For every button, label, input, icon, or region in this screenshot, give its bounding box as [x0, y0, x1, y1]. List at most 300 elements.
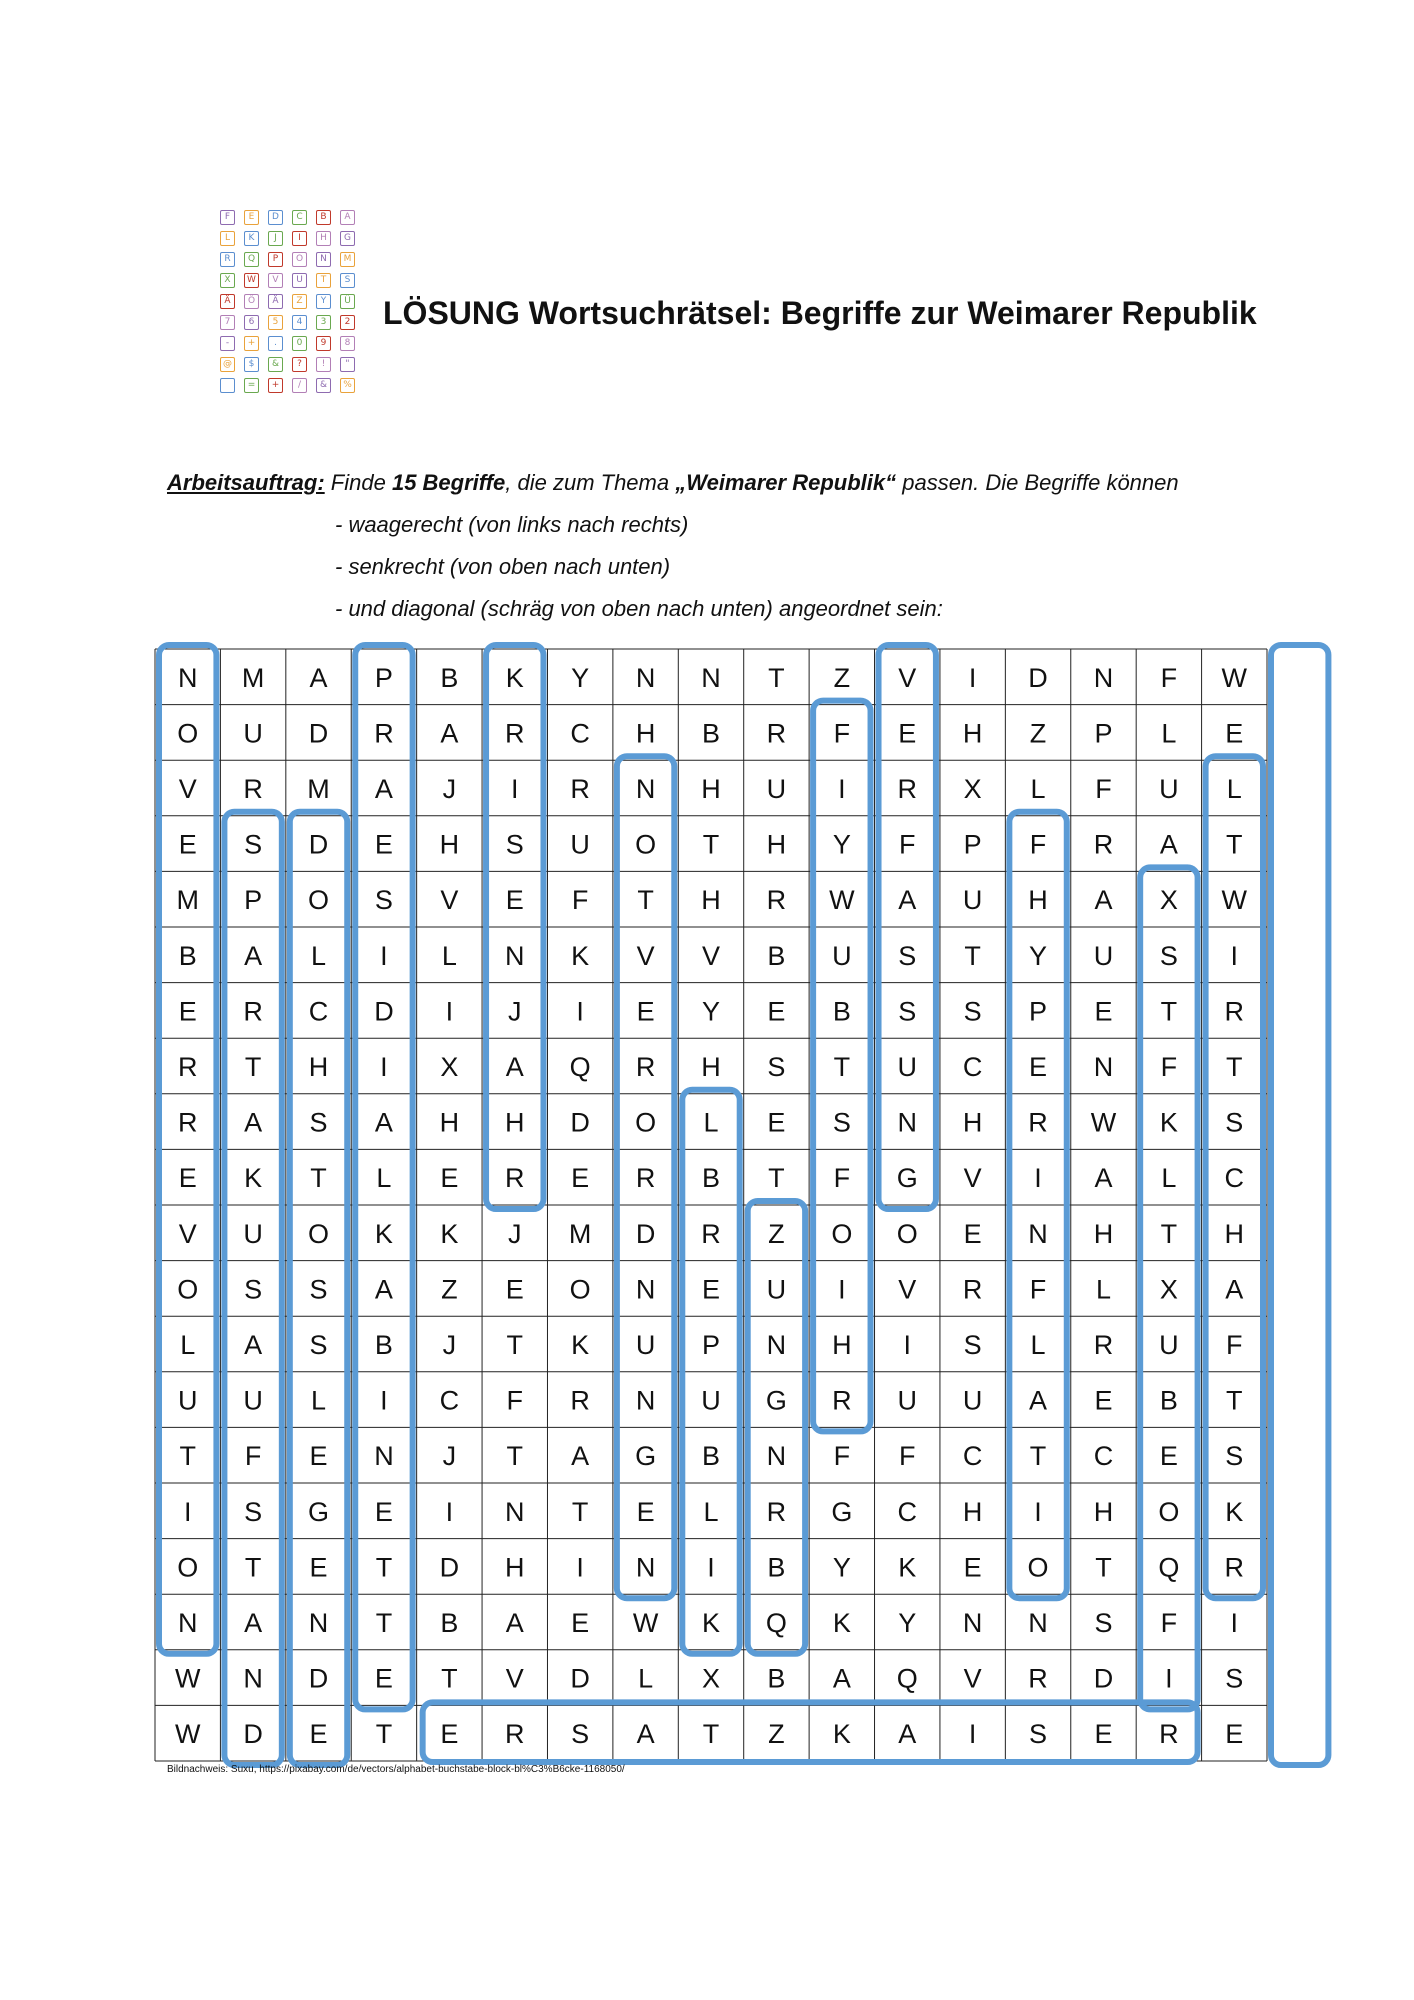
grid-letter: U [766, 1274, 787, 1305]
task-instructions [167, 462, 1179, 630]
grid-letter: E [767, 996, 786, 1027]
grid-letter: C [1224, 1163, 1245, 1194]
grid-letter: A [832, 1663, 851, 1694]
grid-letter: O [308, 1218, 330, 1249]
logo-block: 0 [292, 336, 307, 351]
grid-letter: U [1159, 774, 1179, 804]
grid-letter: S [244, 1274, 263, 1305]
logo-block: S [340, 273, 355, 288]
grid-letter: O [177, 1552, 199, 1583]
grid-letter: S [767, 1052, 786, 1082]
logo-block: C [292, 210, 307, 225]
grid-letter: T [964, 940, 981, 971]
grid-letter: K [374, 1218, 393, 1249]
grid-letter: N [635, 662, 656, 693]
grid-letter: I [968, 662, 977, 693]
grid-letter: E [178, 996, 197, 1027]
grid-letter: K [832, 1719, 851, 1750]
grid-letter: S [244, 829, 263, 860]
grid-letter: I [445, 1496, 454, 1527]
grid-letter: H [1093, 1218, 1114, 1249]
grid-letter: A [505, 1608, 524, 1638]
grid-letter: B [767, 940, 786, 971]
grid-letter: U [243, 718, 263, 749]
grid-letter: R [832, 1385, 852, 1416]
grid-letter: L [1030, 774, 1046, 804]
grid-letter: I [511, 774, 519, 804]
grid-letter: B [374, 1330, 393, 1360]
grid-letter: E [963, 1552, 982, 1583]
grid-letter: S [1225, 1441, 1244, 1472]
grid-letter: W [829, 885, 855, 916]
grid-letter: F [1029, 1274, 1047, 1305]
grid-letter: V [898, 662, 917, 693]
grid-letter: F [1095, 774, 1112, 804]
grid-letter: E [505, 1274, 524, 1305]
grid-letter: R [505, 718, 525, 749]
grid-letter: E [963, 1218, 982, 1249]
grid-letter: F [1160, 1608, 1178, 1638]
grid-letter: A [440, 718, 459, 749]
grid-letter: X [1159, 885, 1178, 916]
grid-letter: H [439, 829, 460, 860]
grid-letter: R [1093, 1330, 1114, 1360]
logo-block: 6 [244, 315, 259, 330]
grid-letter: H [1224, 1218, 1245, 1249]
grid-letter: Y [571, 662, 590, 693]
grid-letter: D [635, 1218, 656, 1249]
grid-letter: O [177, 718, 199, 749]
grid-letter: L [703, 1107, 719, 1138]
grid-letter: S [898, 940, 917, 971]
grid-letter: T [506, 1330, 524, 1360]
grid-letter: E [571, 1163, 590, 1194]
grid-letter: A [898, 1719, 917, 1750]
grid-letter: K [244, 1163, 263, 1194]
grid-letter: N [962, 1608, 983, 1638]
grid-letter: O [635, 829, 657, 860]
grid-letter: K [898, 1552, 917, 1583]
grid-letter: Z [833, 662, 851, 693]
grid-letter: D [374, 996, 394, 1027]
grid-letter: Y [832, 829, 851, 860]
logo-block: 2 [340, 315, 355, 330]
grid-letter: L [376, 1163, 392, 1194]
logo-block: K [244, 231, 259, 246]
grid-letter: R [766, 1496, 787, 1527]
grid-letter: E [1094, 996, 1113, 1027]
grid-letter: L [180, 1330, 196, 1360]
grid-letter: T [833, 1052, 851, 1082]
grid-letter: T [179, 1441, 196, 1472]
logo-block: 8 [340, 336, 355, 351]
grid-letter: L [703, 1496, 719, 1527]
grid-letter: S [309, 1274, 328, 1305]
grid-letter: C [570, 718, 590, 749]
logo-block: T [316, 273, 331, 288]
grid-letter: V [898, 1274, 917, 1305]
grid-letter: I [380, 1385, 388, 1416]
grid-letter: N [1028, 1218, 1048, 1249]
grid-letter: B [832, 996, 851, 1027]
grid-letter: W [1090, 1107, 1117, 1138]
grid-letter: T [571, 1496, 589, 1527]
grid-letter: B [701, 1441, 721, 1472]
grid-letter: H [439, 1107, 460, 1138]
grid-letter: A [244, 1107, 263, 1138]
grid-letter: H [505, 1107, 525, 1138]
grid-letter: J [508, 996, 522, 1027]
logo-block: 4 [292, 315, 307, 330]
grid-letter: U [832, 940, 852, 971]
bullet-vertical: - senkrecht (von oben nach unten) [335, 554, 671, 579]
grid-letter: E [1094, 1719, 1113, 1750]
grid-letter: U [570, 829, 590, 860]
grid-letter: R [897, 774, 917, 804]
grid-letter: E [440, 1163, 459, 1194]
grid-letter: U [1093, 940, 1114, 971]
grid-letter: T [441, 1663, 458, 1694]
grid-letter: Y [898, 1608, 917, 1638]
grid-letter: M [176, 885, 199, 916]
grid-letter: E [1225, 1719, 1244, 1750]
grid-letter: T [768, 1163, 785, 1194]
bullet-diagonal: - und diagonal (schräg von oben nach unten) angeordnet sein: [335, 596, 943, 621]
grid-letter: E [309, 1719, 328, 1750]
grid-letter: S [963, 1330, 982, 1360]
logo-block: R [220, 252, 235, 267]
grid-letter: J [442, 1441, 457, 1472]
grid-letter: O [831, 1218, 853, 1249]
grid-letter: D [308, 718, 329, 749]
grid-letter: N [1093, 1052, 1114, 1082]
grid-letter: S [505, 829, 524, 860]
logo-block: @ [220, 357, 235, 372]
logo-block: P [268, 252, 283, 267]
grid-letter: N [635, 774, 656, 804]
grid-letter: E [571, 1608, 590, 1638]
alphabet-blocks-logo [220, 210, 367, 402]
logo-block: M [340, 252, 355, 267]
grid-letter: H [505, 1552, 525, 1583]
grid-letter: R [635, 1052, 656, 1082]
grid-letter: T [1160, 1218, 1178, 1249]
logo-block: F [220, 210, 235, 225]
grid-letter: L [311, 940, 327, 971]
grid-letter: R [177, 1107, 198, 1138]
logo-block: N [316, 252, 331, 267]
grid-letter: E [374, 1496, 393, 1527]
grid-letter: N [635, 1274, 656, 1305]
grid-letter: U [635, 1330, 656, 1360]
grid-letter: G [765, 1385, 787, 1416]
grid-letter: R [243, 996, 263, 1027]
grid-letter: Y [832, 1552, 851, 1583]
grid-letter: W [174, 1719, 201, 1750]
logo-block: $ [244, 357, 259, 372]
grid-letter: S [1159, 940, 1178, 971]
grid-letter: F [506, 1385, 524, 1416]
grid-letter: A [1094, 885, 1113, 916]
grid-letter: G [896, 1163, 918, 1194]
grid-letter: E [1094, 1385, 1113, 1416]
grid-letter: T [702, 829, 720, 860]
grid-letter: T [702, 1719, 720, 1750]
grid-letter: O [569, 1274, 591, 1305]
grid-letter: U [243, 1218, 263, 1249]
logo-block: Ä [268, 294, 283, 309]
logo-block: H [316, 231, 331, 246]
grid-letter: H [701, 885, 721, 916]
grid-letter: L [1226, 774, 1242, 804]
grid-letter: I [838, 1274, 846, 1305]
grid-letter: T [375, 1608, 393, 1638]
logo-block: Ä [220, 294, 235, 309]
grid-letter: K [832, 1608, 851, 1638]
grid-letter: H [962, 718, 983, 749]
grid-letter: T [637, 885, 654, 916]
grid-letter: E [701, 1274, 721, 1305]
grid-letter: P [701, 1330, 721, 1360]
grid-letter: R [1093, 829, 1114, 860]
grid-letter: M [241, 662, 265, 693]
grid-letter: W [1221, 662, 1248, 693]
grid-letter: S [963, 996, 982, 1027]
grid-letter: R [1224, 1552, 1245, 1583]
logo-block: Y [316, 294, 331, 309]
grid-letter: L [1095, 1274, 1111, 1305]
grid-letter: T [1226, 829, 1243, 860]
grid-letter: U [177, 1385, 198, 1416]
grid-letter: I [1034, 1163, 1042, 1194]
grid-letter: L [1161, 1163, 1177, 1194]
grid-letter: D [570, 1663, 590, 1694]
grid-letter: K [701, 1608, 721, 1638]
grid-letter: R [1159, 1719, 1179, 1750]
grid-letter: E [440, 1719, 459, 1750]
grid-letter: C [308, 996, 329, 1027]
grid-letter: R [570, 774, 590, 804]
grid-letter: S [898, 996, 917, 1027]
grid-letter: V [178, 1218, 197, 1249]
grid-letter: U [243, 1385, 263, 1416]
grid-letter: F [1160, 1052, 1178, 1082]
grid-letter: L [311, 1385, 327, 1416]
grid-letter: S [309, 1330, 328, 1360]
grid-letter: I [576, 1552, 584, 1583]
grid-letter: E [1225, 718, 1244, 749]
logo-block: & [316, 378, 331, 393]
grid-letter: K [440, 1218, 459, 1249]
grid-letter: D [570, 1107, 590, 1138]
grid-letter: A [309, 662, 328, 693]
grid-letter: T [1095, 1552, 1112, 1583]
grid-letter: C [897, 1496, 917, 1527]
grid-letter: N [701, 662, 721, 693]
grid-letter: J [508, 1218, 522, 1249]
logo-block: 7 [220, 315, 235, 330]
grid-letter: F [833, 1441, 851, 1472]
logo-block: Ö [244, 294, 259, 309]
grid-letter: F [1226, 1330, 1243, 1360]
logo-block: & [268, 357, 283, 372]
grid-letter: Z [768, 1719, 785, 1750]
grid-letter: T [1160, 996, 1178, 1027]
logo-block: + [244, 336, 259, 351]
grid-letter: E [374, 829, 393, 860]
grid-letter: N [505, 1496, 525, 1527]
grid-letter: N [177, 662, 198, 693]
grid-letter: G [635, 1441, 657, 1472]
grid-letter: N [243, 1663, 263, 1694]
grid-letter: E [505, 885, 524, 916]
grid-letter: I [707, 1552, 715, 1583]
grid-letter: S [832, 1107, 851, 1138]
grid-letter: M [307, 774, 330, 804]
grid-letter: N [1093, 662, 1114, 693]
logo-block: U [292, 273, 307, 288]
grid-letter: E [178, 829, 197, 860]
grid-letter: E [1029, 1052, 1048, 1082]
grid-letter: T [1226, 1052, 1243, 1082]
grid-letter: I [1230, 1608, 1239, 1638]
grid-letter: A [898, 885, 917, 916]
grid-letter: T [244, 1552, 262, 1583]
grid-letter: O [635, 1107, 657, 1138]
grid-letter: A [374, 774, 393, 804]
grid-letter: R [243, 774, 263, 804]
grid-letter: R [177, 1052, 198, 1082]
grid-letter: Q [1158, 1552, 1180, 1583]
grid-letter: V [701, 940, 721, 971]
grid-letter: P [244, 885, 263, 916]
grid-letter: S [244, 1496, 263, 1527]
grid-letter: D [308, 829, 329, 860]
grid-letter: D [439, 1552, 460, 1583]
grid-letter: V [636, 940, 655, 971]
logo-block: A [340, 210, 355, 225]
logo-block: Ü [340, 294, 355, 309]
logo-block: O [292, 252, 307, 267]
grid-letter: B [767, 1663, 786, 1694]
grid-letter: F [1029, 829, 1047, 860]
image-credit: Bildnachweis: Suxu, https://pixabay.com/de/vectors/alphabet-buchstabe-block-bl%C3%B6cke-1168050/ [167, 1764, 625, 1775]
task-text: Finde [324, 470, 392, 495]
grid-letter: S [1094, 1608, 1113, 1638]
grid-letter: R [1224, 996, 1245, 1027]
grid-letter: F [833, 1163, 851, 1194]
logo-block: Z [292, 294, 307, 309]
grid-letter: R [766, 718, 787, 749]
grid-letter: I [380, 940, 388, 971]
grid-letter: E [767, 1107, 786, 1138]
grid-letter: N [897, 1107, 917, 1138]
grid-letter: B [178, 940, 197, 971]
grid-letter: I [445, 996, 454, 1027]
logo-block: / [292, 378, 307, 393]
logo-block: ! [316, 357, 331, 372]
grid-letter: N [1028, 1608, 1048, 1638]
logo-block: J [268, 231, 283, 246]
logo-block: = [244, 378, 259, 393]
grid-letter: I [968, 1719, 977, 1750]
grid-letter: R [570, 1385, 590, 1416]
grid-letter: A [374, 1274, 393, 1305]
grid-letter: I [576, 996, 584, 1027]
word-search-grid [155, 649, 1267, 1761]
grid-letter: T [375, 1719, 393, 1750]
grid-letter: F [571, 885, 589, 916]
grid-letter: H [1093, 1496, 1114, 1527]
grid-letter: I [838, 774, 846, 804]
grid-letter: H [701, 774, 721, 804]
logo-block: 3 [316, 315, 331, 330]
grid-letter: R [1028, 1663, 1048, 1694]
grid-letter: Q [896, 1663, 918, 1694]
grid-letter: A [244, 940, 263, 971]
page-title: LÖSUNG Wortsuchrätsel: Begriffe zur Weimarer Republik [383, 295, 1257, 331]
grid-letter: N [505, 940, 525, 971]
grid-letter: T [244, 1052, 262, 1082]
grid-letter: L [1161, 718, 1177, 749]
solution-highlight [423, 1702, 1198, 1762]
logo-block: V [268, 273, 283, 288]
grid-letter: F [1160, 662, 1178, 693]
grid-letter: N [177, 1608, 198, 1638]
grid-letter: E [178, 1163, 197, 1194]
logo-block: G [340, 231, 355, 246]
grid-letter: N [635, 1552, 656, 1583]
grid-letter: C [962, 1441, 983, 1472]
grid-letter: S [571, 1719, 590, 1750]
grid-letter: I [183, 1496, 192, 1527]
grid-letter: L [441, 940, 457, 971]
task-text: , die zum Thema [505, 470, 676, 495]
grid-letter: B [701, 718, 721, 749]
logo-block: W [244, 273, 259, 288]
grid-letter: C [962, 1052, 983, 1082]
grid-letter: K [1225, 1496, 1244, 1527]
grid-letter: J [442, 774, 457, 804]
grid-letter: E [374, 1663, 393, 1694]
grid-letter: A [1159, 829, 1178, 860]
grid-letter: W [632, 1608, 659, 1638]
grid-letter: O [1158, 1496, 1180, 1527]
grid-letter: T [768, 662, 785, 693]
grid-letter: G [831, 1496, 853, 1527]
grid-letter: S [1225, 1663, 1244, 1694]
grid-letter: R [1028, 1107, 1048, 1138]
grid-letter: P [963, 829, 982, 860]
grid-letter: H [766, 829, 787, 860]
grid-letter: W [174, 1663, 201, 1694]
grid-letter: K [571, 1330, 590, 1360]
grid-letter: A [1029, 1385, 1048, 1416]
grid-letter: E [1159, 1441, 1178, 1472]
grid-letter: U [962, 885, 983, 916]
grid-letter: C [439, 1385, 460, 1416]
grid-letter: T [1029, 1441, 1047, 1472]
grid-letter: F [244, 1441, 262, 1472]
grid-letter: V [963, 1663, 982, 1694]
logo-block: L [220, 231, 235, 246]
grid-letter: L [638, 1663, 654, 1694]
grid-letter: Z [768, 1218, 785, 1249]
logo-block: Q [244, 252, 259, 267]
grid-letter: H [962, 1496, 983, 1527]
grid-letter: D [1093, 1663, 1114, 1694]
grid-letter: H [308, 1052, 329, 1082]
